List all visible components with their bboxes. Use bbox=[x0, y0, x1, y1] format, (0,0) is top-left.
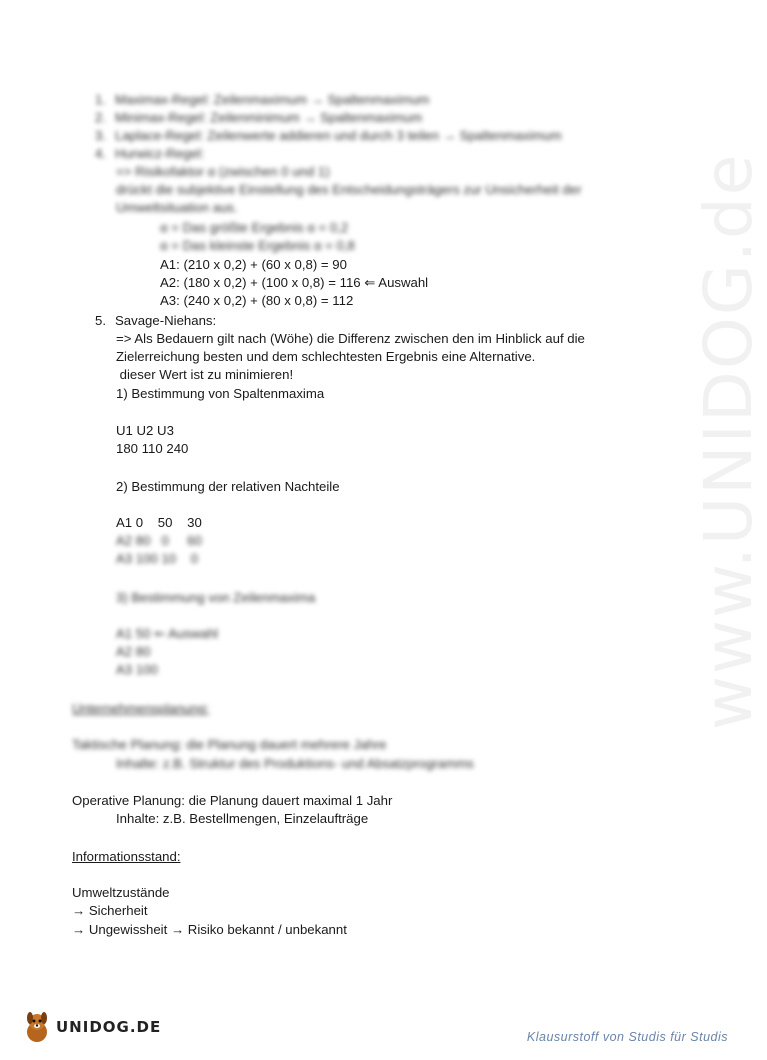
savage-step: 2) Bestimmung der relativen Nachteile bbox=[116, 479, 340, 494]
savage-line: dieser Wert ist zu minimieren! bbox=[116, 367, 294, 382]
planung-line: Inhalte: z.B. Bestellmengen, Einzelaufträge bbox=[116, 811, 369, 826]
savage-line: => Als Bedauern gilt nach (Wöhe) die Differenz zwischen den im Hinblick auf die bbox=[116, 331, 585, 346]
hurwicz-line: => Risikofaktor α (zwischen 0 und 1) bbox=[116, 164, 330, 179]
hurwicz-result: A3: (240 x 0,2) + (80 x 0,8) = 112 bbox=[160, 293, 354, 308]
list-item: 4. Hurwicz-Regel: bbox=[95, 146, 205, 161]
logo-text: UNIDOG.DE bbox=[56, 1018, 162, 1036]
list-item: 2. Minimax-Regel: Zeilenminimum → Spaltenmaximum bbox=[95, 110, 423, 125]
savage-step: 1) Bestimmung von Spaltenmaxima bbox=[116, 386, 325, 401]
savage-step: 3) Bestimmung von Zeilenmaxima bbox=[116, 590, 316, 605]
section-heading: Unternehmensplanung: bbox=[72, 701, 210, 716]
unidog-logo bbox=[22, 1010, 161, 1044]
hurwicz-alpha: α = Das größte Ergebnis α = 0,2 bbox=[160, 220, 349, 235]
planung-line: Inhalte: z.B. Struktur des Produktions- und Absatzprogramms bbox=[116, 756, 474, 771]
table-row: A1 50 ⇐ Auswahl bbox=[116, 626, 218, 641]
watermark: www.UNIDOG.de bbox=[690, 152, 767, 730]
section-heading: Informationsstand: bbox=[72, 849, 181, 864]
savage-line: Zielerreichung besten und dem schlechtesten Ergebnis eine Alternative. bbox=[116, 349, 536, 364]
table-row: A3 100 bbox=[116, 662, 158, 677]
hurwicz-result: A2: (180 x 0,2) + (100 x 0,8) = 116 ⇐ Auswahl bbox=[160, 275, 429, 290]
info-line: → Ungewissheit → Risiko bekannt / unbekannt bbox=[72, 922, 347, 937]
table-row: A2 80 0 60 bbox=[116, 533, 202, 548]
hurwicz-line: Umweltsituation aus. bbox=[116, 200, 238, 215]
hurwicz-line: drückt die subjektive Einstellung des Entscheidungsträgers zur Unsicherheit der bbox=[116, 182, 582, 197]
info-line: Umweltzustände bbox=[72, 885, 170, 900]
dog-icon bbox=[22, 1010, 52, 1044]
planung-line: Taktische Planung: die Planung dauert mehrere Jahre bbox=[72, 737, 387, 752]
table-row: A3 100 10 0 bbox=[116, 551, 199, 566]
table-row: A2 80 bbox=[116, 644, 151, 659]
list-item: 5. Savage-Niehans: bbox=[95, 313, 217, 328]
footer-tagline: Klausurstoff von Studis für Studis bbox=[526, 1030, 728, 1044]
hurwicz-alpha: α = Das kleinste Ergebnis α = 0,8 bbox=[160, 238, 355, 253]
savage-columns: U1 U2 U3 bbox=[116, 423, 174, 438]
list-item: 1. Maximax-Regel: Zeilenmaximum → Spaltenmaximum bbox=[95, 92, 430, 107]
list-item: 3. Laplace-Regel: Zeilenwerte addieren und durch 3 teilen → Spaltenmaximum bbox=[95, 128, 562, 143]
planung-line: Operative Planung: die Planung dauert maximal 1 Jahr bbox=[72, 793, 393, 808]
table-row: A1 0 50 30 bbox=[116, 515, 202, 530]
hurwicz-result: A1: (210 x 0,2) + (60 x 0,8) = 90 bbox=[160, 257, 347, 272]
info-line: → Sicherheit bbox=[72, 903, 148, 918]
savage-maxima: 180 110 240 bbox=[116, 441, 189, 456]
